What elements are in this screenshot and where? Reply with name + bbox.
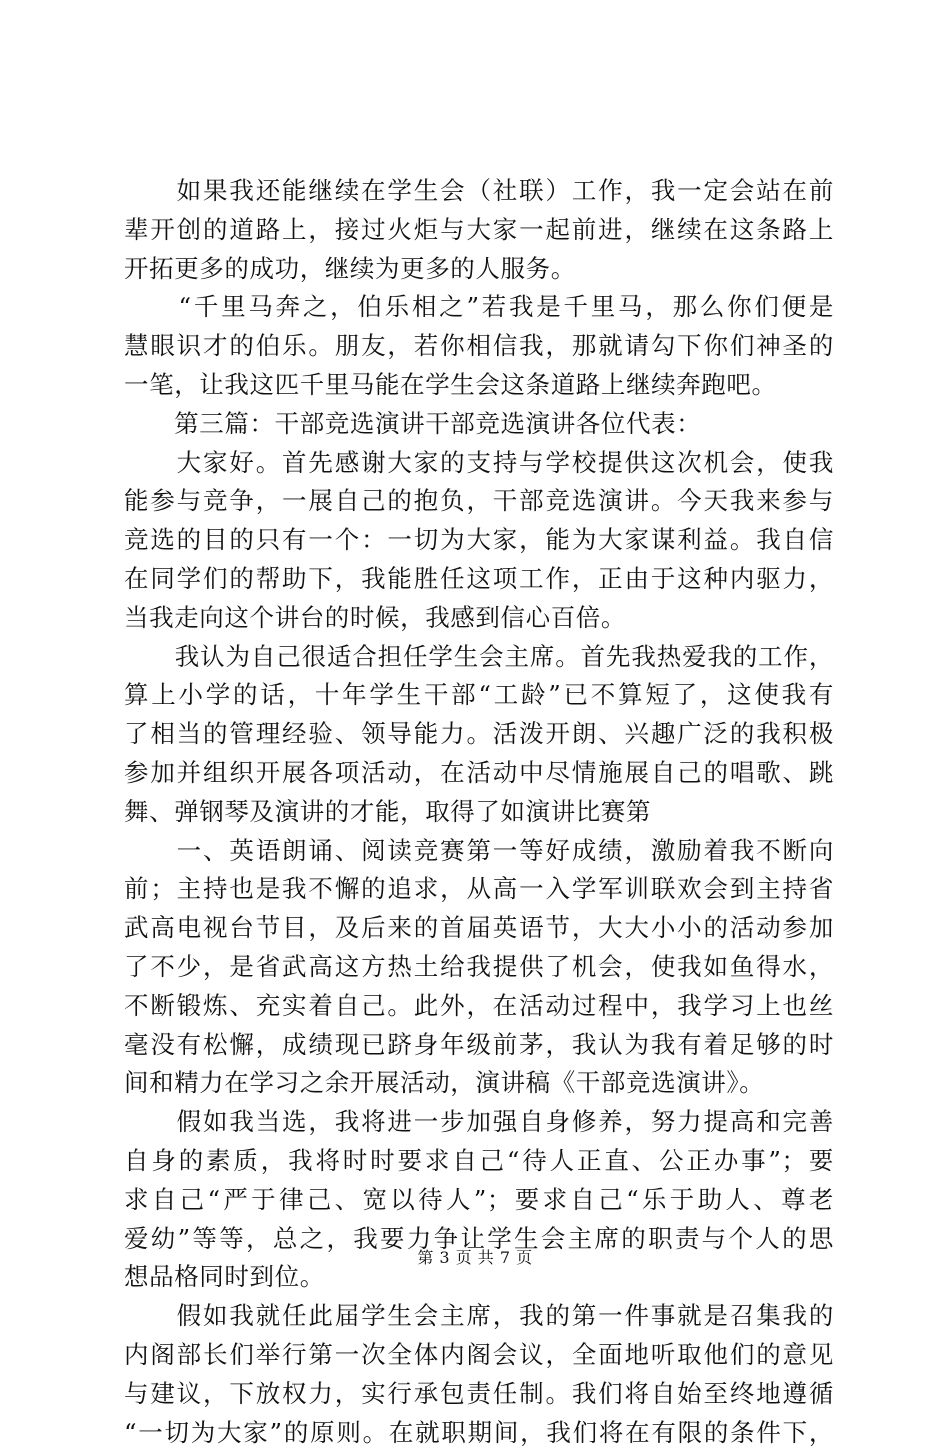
text-line: 参加并组织开展各项活动，在活动中尽情施展自己的唱歌、跳 bbox=[124, 754, 834, 793]
text-line: 了不少，是省武高这方热土给我提供了机会，使我如鱼得水， bbox=[124, 948, 834, 987]
text-line: 与建议，下放权力，实行承包责任制。我们将自始至终地遵循 bbox=[124, 1375, 834, 1414]
text-line: 毫没有松懈，成绩现已跻身年级前茅，我认为我有着足够的时 bbox=[124, 1026, 834, 1065]
text-line: 想品格同时到位。 bbox=[124, 1258, 834, 1297]
text-line: 求自己“严于律己、宽以待人”；要求自己“乐于助人、尊老 bbox=[124, 1181, 834, 1220]
text-line: 我认为自己很适合担任学生会主席。首先我热爱我的工作， bbox=[124, 638, 834, 677]
text-line: “千里马奔之，伯乐相之”若我是千里马，那么你们便是 bbox=[124, 288, 834, 327]
text-line: 前；主持也是我不懈的追求，从高一入学军训联欢会到主持省 bbox=[124, 870, 834, 909]
text-line: 第三篇：干部竞选演讲干部竞选演讲各位代表： bbox=[124, 405, 834, 444]
text-line: 算上小学的话，十年学生干部“工龄”已不算短了，这使我有 bbox=[124, 676, 834, 715]
text-line: 内阁部长们举行第一次全体内阁会议，全面地听取他们的意见 bbox=[124, 1336, 834, 1375]
page-footer: 第 3 页 共 7 页 bbox=[0, 1245, 950, 1268]
text-line: 了相当的管理经验、领导能力。活泼开朗、兴趣广泛的我积极 bbox=[124, 715, 834, 754]
text-line: 爱幼”等等，总之，我要力争让学生会主席的职责与个人的思 bbox=[124, 1220, 834, 1259]
text-line: 竞选的目的只有一个：一切为大家，能为大家谋利益。我自信 bbox=[124, 521, 834, 560]
text-line: 间和精力在学习之余开展活动，演讲稿《干部竞选演讲》。 bbox=[124, 1064, 834, 1103]
text-line: 自身的素质，我将时时要求自己“待人正直、公正办事”；要 bbox=[124, 1142, 834, 1181]
text-line: 能参与竞争，一展自己的抱负，干部竞选演讲。今天我来参与 bbox=[124, 482, 834, 521]
text-line: 假如我当选，我将进一步加强自身修养，努力提高和完善 bbox=[124, 1103, 834, 1142]
text-line: 辈开创的道路上，接过火炬与大家一起前进，继续在这条路上 bbox=[124, 211, 834, 250]
text-line: 一笔，让我这匹千里马能在学生会这条道路上继续奔跑吧。 bbox=[124, 366, 834, 405]
text-line: 大家好。首先感谢大家的支持与学校提供这次机会，使我 bbox=[124, 444, 834, 483]
text-line: 一、英语朗诵、阅读竞赛第一等好成绩，激励着我不断向 bbox=[124, 832, 834, 871]
text-line: “一切为大家”的原则。在就职期间，我们将在有限的条件下， bbox=[124, 1414, 834, 1452]
text-line: 不断锻炼、充实着自己。此外，在活动过程中，我学习上也丝 bbox=[124, 987, 834, 1026]
text-line: 慧眼识才的伯乐。朋友，若你相信我，那就请勾下你们神圣的 bbox=[124, 327, 834, 366]
text-line: 舞、弹钢琴及演讲的才能，取得了如演讲比赛第 bbox=[124, 793, 834, 832]
text-line: 开拓更多的成功，继续为更多的人服务。 bbox=[124, 250, 834, 289]
text-line: 如果我还能继续在学生会（社联）工作，我一定会站在前 bbox=[124, 172, 834, 211]
text-line: 假如我就任此届学生会主席，我的第一件事就是召集我的 bbox=[124, 1297, 834, 1336]
text-line: 当我走向这个讲台的时候，我感到信心百倍。 bbox=[124, 599, 834, 638]
text-line: 在同学们的帮助下，我能胜任这项工作，正由于这种内驱力， bbox=[124, 560, 834, 599]
text-line: 武高电视台节目，及后来的首届英语节，大大小小的活动参加 bbox=[124, 909, 834, 948]
